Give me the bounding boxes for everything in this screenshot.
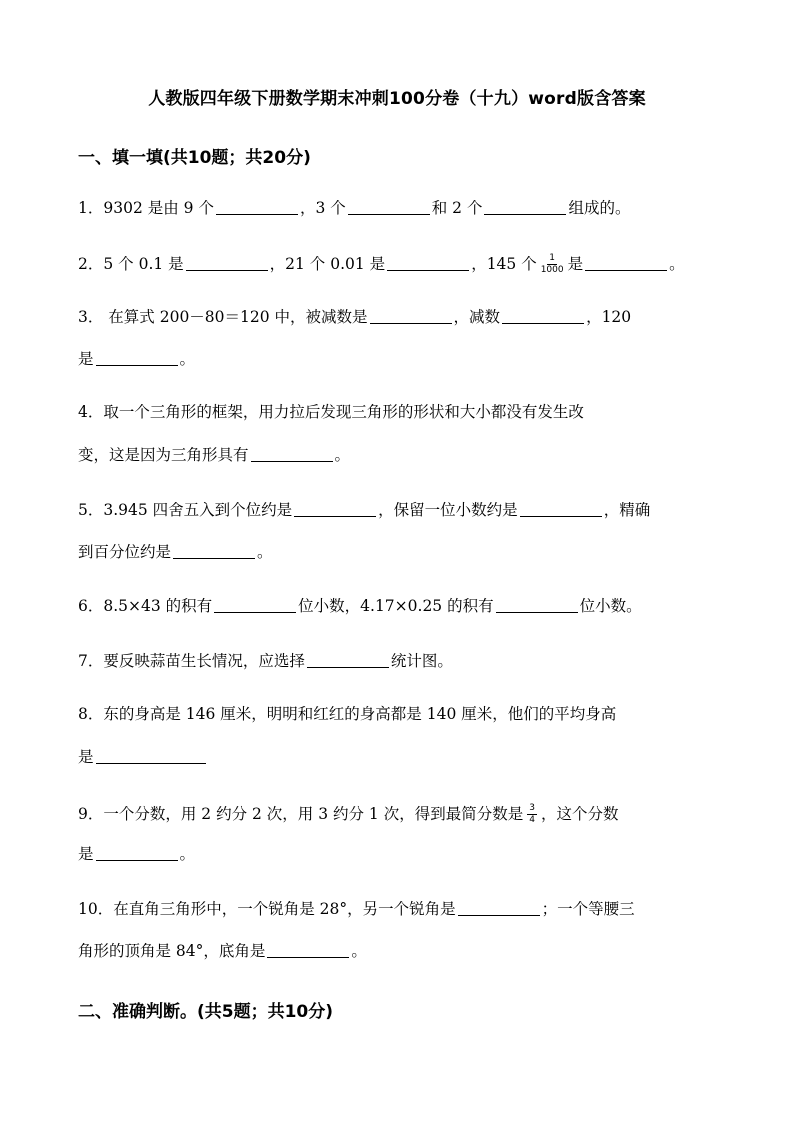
question-4: 4．取一个三角形的框架，用力拉后发现三角形的形状和大小都没有发生改 — [78, 403, 584, 421]
answer-blank[interactable] — [585, 256, 667, 271]
question-3-line-2: 是 。 — [78, 350, 196, 368]
answer-blank[interactable] — [496, 598, 578, 613]
section-heading-true-false: 二、准确判断。(共5题；共10分) — [78, 1002, 334, 1022]
answer-blank[interactable] — [96, 749, 206, 764]
question-8: 8．东的身高是 146 厘米，明明和红红的身高都是 140 厘米，他们的平均身高 — [78, 705, 617, 723]
answer-blank[interactable] — [484, 200, 566, 215]
answer-blank[interactable] — [387, 256, 469, 271]
fraction-three-quarters: $\frac{3}{4}$ — [529, 803, 535, 826]
question-10-line-2: 角形的顶角是 84°，底角是 。 — [78, 942, 367, 960]
fraction-one-thousandth: $\frac{1}{1000}$ — [540, 253, 564, 276]
answer-blank[interactable] — [96, 351, 178, 366]
question-3: 3． 在算式 200－80＝120 中，被减数是 ，减数 ，120 — [78, 308, 632, 326]
question-6: 6．8.5×43 的积有 位小数，4.17×0.25 的积有 位小数。 — [78, 597, 642, 615]
answer-blank[interactable] — [216, 200, 298, 215]
question-9: 9．一个分数，用 2 约分 2 次，用 3 约分 1 次，得到最简分数是 $\frac{3}{4}$ ，这个分数 — [78, 803, 619, 826]
answer-blank[interactable] — [294, 502, 376, 517]
answer-blank[interactable] — [186, 256, 268, 271]
answer-blank[interactable] — [370, 309, 452, 324]
question-5-line-2: 到百分位约是 。 — [78, 543, 273, 561]
answer-blank[interactable] — [251, 447, 333, 462]
question-7: 7．要反映蒜苗生长情况，应选择 统计图。 — [78, 652, 453, 670]
question-8-line-2: 是 — [78, 749, 718, 766]
section-heading-fill-in: 一、填一填(共10题；共20分) — [78, 148, 311, 168]
answer-blank[interactable] — [214, 598, 296, 613]
answer-blank[interactable] — [307, 653, 389, 668]
question-2: 2．5 个 0.1 是 ，21 个 0.01 是 ，145 个 $\frac{1}{1000}$ 是 。 — [78, 253, 685, 276]
answer-blank[interactable] — [173, 544, 255, 559]
answer-blank[interactable] — [458, 901, 540, 916]
answer-blank[interactable] — [267, 943, 349, 958]
question-9-line-2: 是 。 — [78, 845, 196, 863]
answer-blank[interactable] — [520, 502, 602, 517]
question-1: 1．9302 是由 9 个 ，3 个 和 2 个 组成的。 — [78, 199, 631, 217]
answer-blank[interactable] — [502, 309, 584, 324]
answer-blank[interactable] — [96, 846, 178, 861]
answer-blank[interactable] — [348, 200, 430, 215]
page-title: 人教版四年级下册数学期末冲刺100分卷（十九）word版含答案 — [148, 89, 646, 109]
question-10: 10．在直角三角形中，一个锐角是 28°，另一个锐角是 ；一个等腰三 — [78, 900, 635, 918]
question-5: 5．3.945 四舍五入到个位约是 ，保留一位小数约是 ，精确 — [78, 501, 651, 519]
question-4-line-2: 变，这是因为三角形具有 。 — [78, 446, 351, 464]
